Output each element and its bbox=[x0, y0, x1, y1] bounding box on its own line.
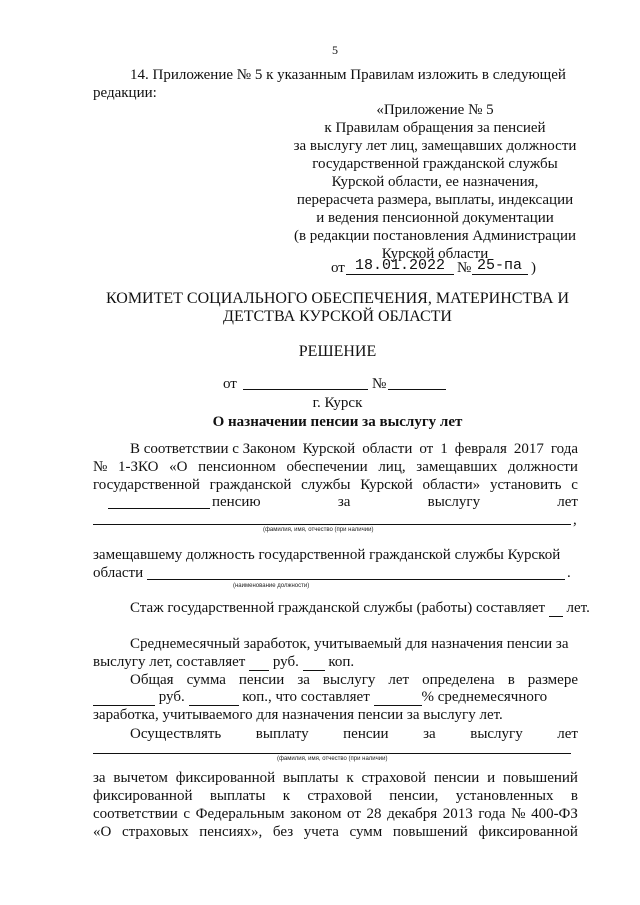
word: учета bbox=[303, 824, 339, 840]
intro-line-1: 14. Приложение № 5 к указанным Правилам изложить в следующей bbox=[130, 67, 566, 83]
word: от bbox=[347, 806, 361, 822]
final-line-2 bbox=[93, 788, 578, 805]
text-fragment: коп. bbox=[328, 654, 355, 670]
appendix-header-line: Курской области, ее назначения, bbox=[331, 174, 539, 190]
word: февраля bbox=[454, 441, 507, 457]
recipient-comma: , bbox=[573, 512, 577, 528]
word: выплаты bbox=[283, 770, 339, 786]
salary-rub-blank bbox=[249, 657, 269, 671]
word: выслугу bbox=[322, 672, 376, 688]
appendix-header-line: перерасчета размера, выплаты, индексации bbox=[296, 192, 574, 208]
word: пенсии bbox=[238, 672, 285, 688]
word: В соответствии с Законом bbox=[130, 441, 296, 457]
salary-kop-blank bbox=[303, 657, 325, 671]
word: выплату bbox=[255, 726, 309, 742]
word: 2013 bbox=[442, 806, 473, 822]
word: пенсии bbox=[433, 770, 480, 786]
intro-line-2: редакции: bbox=[93, 85, 157, 101]
word: законом bbox=[290, 806, 342, 822]
final-line-1 bbox=[93, 770, 578, 787]
word: лет bbox=[557, 726, 578, 742]
pension-type-blank bbox=[108, 508, 210, 509]
implement-name-caption: (фамилия, имя, отчество (при наличии) bbox=[277, 756, 388, 762]
word: пенсиях», bbox=[199, 824, 263, 840]
word: за bbox=[337, 494, 351, 510]
total-line-2 bbox=[93, 689, 547, 706]
word: области bbox=[362, 441, 413, 457]
decree-number-label: № bbox=[457, 260, 472, 276]
text-fragment: % среднемесячного bbox=[421, 689, 548, 705]
word: страховой bbox=[307, 788, 372, 804]
word: № bbox=[511, 806, 526, 822]
appendix-header-line: государственной гражданской службы bbox=[312, 156, 558, 172]
word: от bbox=[419, 441, 434, 457]
word: за bbox=[423, 726, 436, 742]
paragraph-1-line-1 bbox=[130, 441, 578, 458]
word: замещавших bbox=[416, 459, 498, 475]
word: повышений bbox=[502, 770, 578, 786]
paragraph-1-line-4 bbox=[212, 494, 578, 511]
text-fragment: руб. bbox=[158, 689, 185, 705]
word: «О bbox=[93, 824, 112, 840]
text-fragment: руб. bbox=[272, 654, 299, 670]
word: с bbox=[571, 477, 578, 493]
word: 2017 bbox=[513, 441, 544, 457]
word: гражданской bbox=[209, 477, 292, 493]
word: Осуществлять bbox=[130, 726, 222, 742]
word: выплаты bbox=[209, 788, 266, 804]
decree-number: 25-па bbox=[477, 257, 523, 274]
word: сумм bbox=[349, 824, 383, 840]
word: соответствии bbox=[93, 806, 178, 822]
experience-years-blank bbox=[549, 603, 563, 617]
word: размере bbox=[527, 672, 578, 688]
word: сумма bbox=[186, 672, 226, 688]
word: за bbox=[93, 770, 106, 786]
word: области» bbox=[422, 477, 481, 493]
word: Курской bbox=[302, 441, 356, 457]
salary-line-2 bbox=[93, 654, 354, 671]
word: определена bbox=[422, 672, 495, 688]
word: фиксированной bbox=[93, 788, 193, 804]
decision-from-label: от bbox=[223, 376, 237, 392]
decree-close: ) bbox=[531, 260, 536, 276]
word: без bbox=[272, 824, 294, 840]
decree-date: 18.01.2022 bbox=[355, 257, 446, 274]
word: и bbox=[487, 770, 496, 786]
word: года bbox=[478, 806, 506, 822]
recipient-name-caption: (фамилия, имя, отчество (при наличии) bbox=[263, 527, 374, 533]
word: лет bbox=[388, 672, 410, 688]
page-number bbox=[0, 42, 640, 59]
decision-number-label: № bbox=[372, 376, 387, 392]
word: службы bbox=[301, 477, 351, 493]
word: 1 bbox=[440, 441, 448, 457]
word: пенсионном bbox=[198, 459, 276, 475]
committee-line-2: ДЕТСТВА КУРСКОЙ ОБЛАСТИ bbox=[223, 308, 452, 325]
word: декабря bbox=[387, 806, 438, 822]
city: г. Курск bbox=[312, 395, 363, 411]
word: должности bbox=[508, 459, 578, 475]
word: Курской bbox=[360, 477, 413, 493]
word: вычетом bbox=[113, 770, 168, 786]
decision-date-blank bbox=[243, 389, 368, 390]
text-fragment: выслугу лет, составляет bbox=[93, 654, 246, 670]
appendix-header-line: и ведения пенсионной документации bbox=[316, 210, 554, 226]
word: лет bbox=[557, 494, 578, 510]
text-fragment: Стаж государственной гражданской службы (работы) составляет bbox=[130, 600, 546, 616]
committee-line-1: КОМИТЕТ СОЦИАЛЬНОГО ОБЕСПЕЧЕНИЯ, МАТЕРИНСТВА И bbox=[106, 290, 569, 307]
word: к bbox=[282, 788, 291, 804]
decision-title: РЕШЕНИЕ bbox=[298, 343, 377, 360]
word: выслугу bbox=[427, 494, 481, 510]
word: 1-ЗКО bbox=[117, 459, 159, 475]
word: установить bbox=[489, 477, 562, 493]
implement-name-blank bbox=[93, 753, 571, 754]
implement-line bbox=[130, 726, 578, 743]
word: Федеральным bbox=[195, 806, 285, 822]
appendix-header-line: «Приложение № 5 bbox=[376, 102, 494, 118]
word: пенсии, bbox=[389, 788, 439, 804]
word: с bbox=[183, 806, 191, 822]
decree-from-label: от bbox=[331, 260, 345, 276]
appendix-header-line: за выслугу лет лиц, замещавших должности bbox=[293, 138, 577, 154]
word: страховых bbox=[121, 824, 189, 840]
word: обеспечении bbox=[286, 459, 368, 475]
word: № bbox=[93, 459, 108, 475]
appendix-header-line: к Правилам обращения за пенсией bbox=[324, 120, 546, 136]
decree-number-underline bbox=[472, 274, 528, 275]
word: повышений bbox=[392, 824, 468, 840]
paragraph-1-line-3 bbox=[93, 477, 578, 494]
word: к bbox=[346, 770, 354, 786]
position-label: области bbox=[93, 565, 144, 581]
word: 400-ФЗ bbox=[531, 806, 578, 822]
text-fragment: коп., что составляет bbox=[242, 689, 370, 705]
total-percent-blank bbox=[374, 692, 422, 706]
total-rub-blank bbox=[93, 692, 155, 706]
decree-date-underline bbox=[346, 274, 454, 275]
word: пенсии bbox=[343, 726, 389, 742]
recipient-name-blank bbox=[93, 524, 571, 525]
paragraph-1-line-2 bbox=[93, 459, 578, 476]
word: выслугу bbox=[470, 726, 523, 742]
word: Общая bbox=[130, 672, 174, 688]
word: 28 bbox=[366, 806, 382, 822]
text-fragment: 5 bbox=[332, 43, 338, 57]
word: пенсию bbox=[212, 494, 261, 510]
word: фиксированной bbox=[175, 770, 276, 786]
appendix-header-line: Курской области bbox=[381, 246, 489, 262]
final-line-3 bbox=[93, 806, 578, 823]
word: за bbox=[297, 672, 310, 688]
word: года bbox=[550, 441, 578, 457]
word: страховой bbox=[361, 770, 427, 786]
total-kop-blank bbox=[189, 692, 239, 706]
appendix-header-line: (в редакции постановления Администрации bbox=[293, 228, 577, 244]
text-fragment: лет. bbox=[566, 600, 590, 616]
decision-number-blank bbox=[388, 389, 446, 390]
word: лиц, bbox=[378, 459, 406, 475]
experience-line bbox=[130, 600, 590, 617]
word: «О bbox=[169, 459, 188, 475]
position-caption: (наименование должности) bbox=[233, 583, 310, 589]
total-line-1 bbox=[130, 672, 578, 689]
salary-line-1: Среднемесячный заработок, учитываемый для назначения пенсии за bbox=[130, 636, 569, 652]
word: государственной bbox=[93, 477, 200, 493]
position-period: . bbox=[567, 565, 571, 581]
word: установленных bbox=[455, 788, 554, 804]
decision-subject: О назначении пенсии за выслугу лет bbox=[212, 414, 463, 430]
position-line-1: замещавшему должность государственной гражданской службы Курской bbox=[93, 547, 561, 563]
position-blank bbox=[147, 579, 565, 580]
word: в bbox=[507, 672, 515, 688]
word: в bbox=[570, 788, 578, 804]
final-line-4 bbox=[93, 824, 578, 841]
word: фиксированной bbox=[478, 824, 578, 840]
total-line-3: заработка, учитываемого для назначения пенсии за выслугу лет. bbox=[93, 707, 503, 723]
